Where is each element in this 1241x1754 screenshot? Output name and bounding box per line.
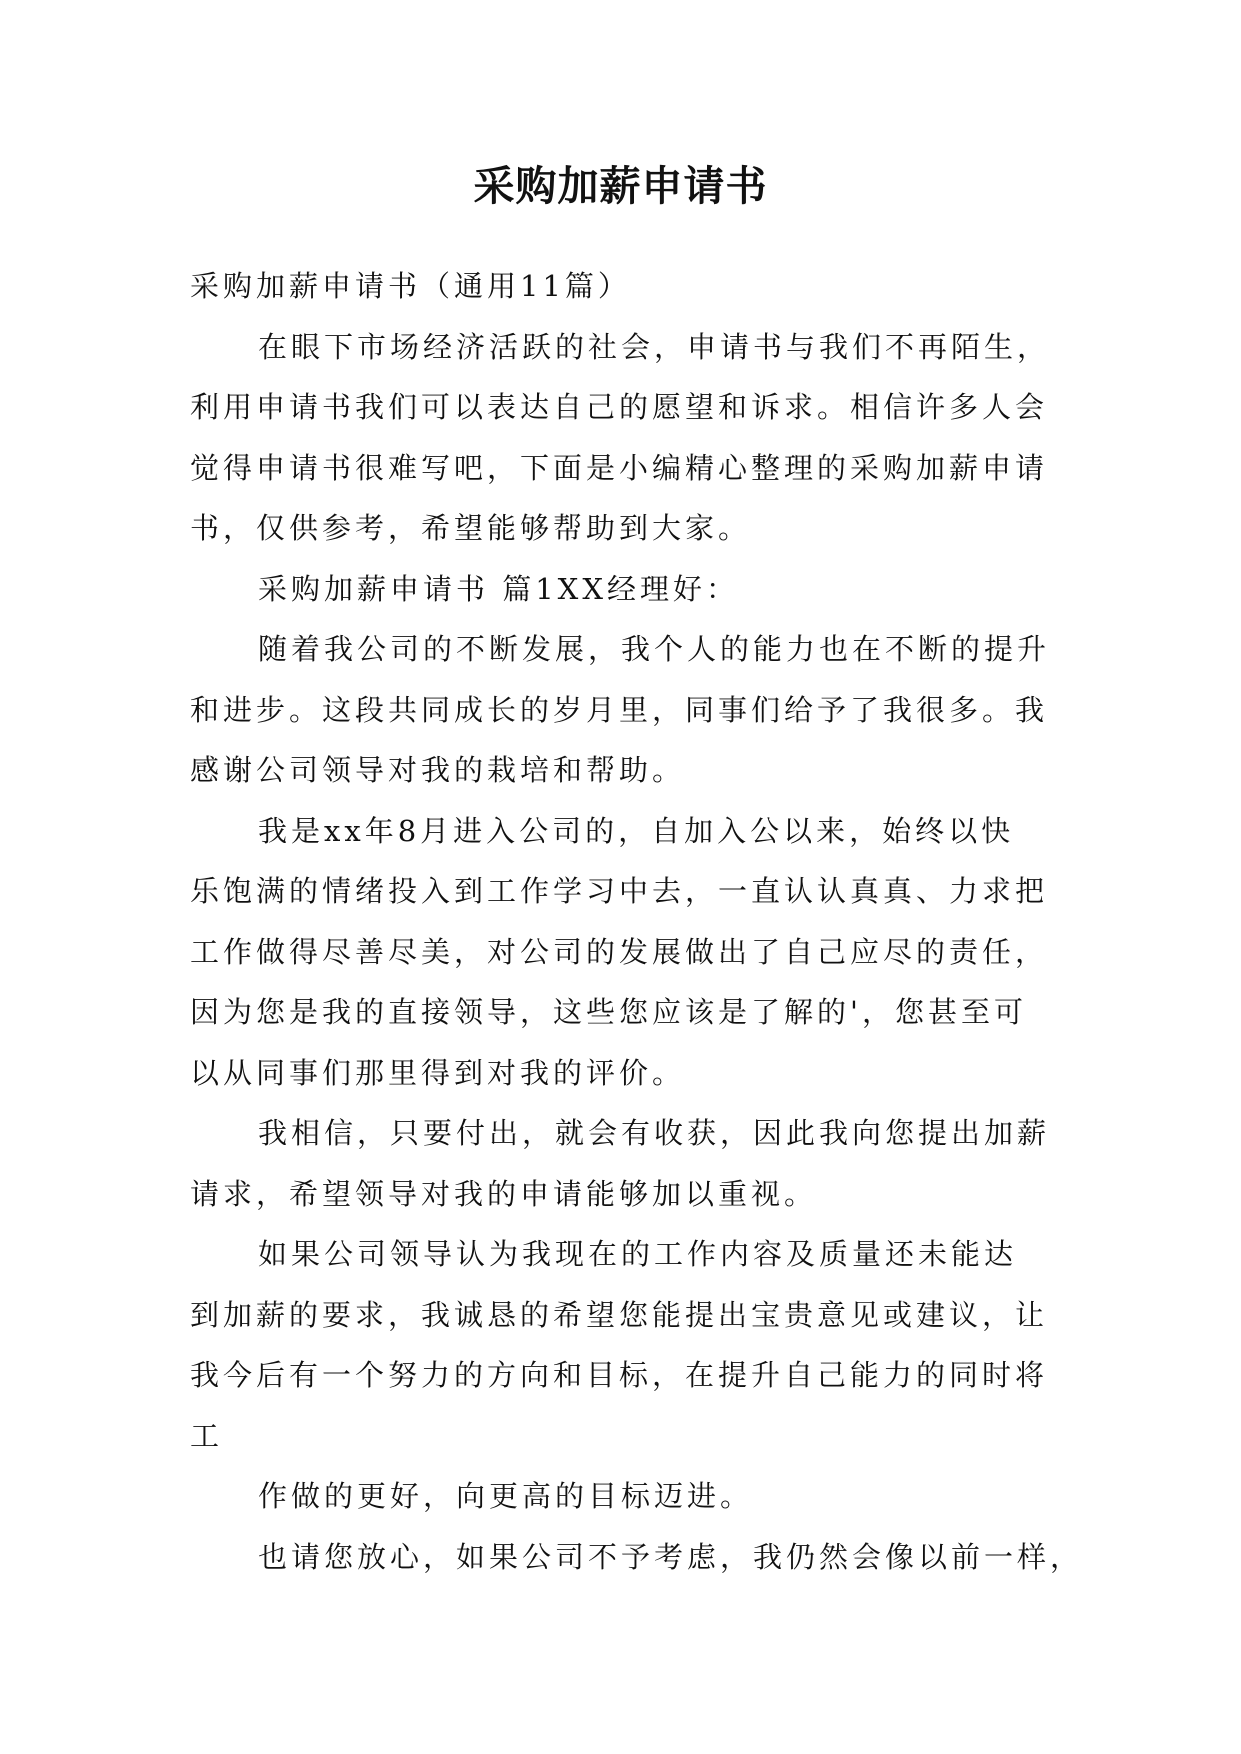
paragraph-line: 以从同事们那里得到对我的评价。 [190,1055,686,1090]
paragraph-line: 作做的更好，向更高的目标迈进。 [258,1479,754,1513]
paragraph-line: 我是xx年8月进入公司的，自加入公以来，始终以快 [258,813,1015,848]
paragraph-line: 我今后有一个努力的方向和目标，在提升自己能力的同时将 [190,1358,1049,1392]
paragraph-line: 工 [190,1418,224,1453]
document-body [190,256,1084,1587]
paragraph-line: 和进步。这段共同成长的岁月里，同事们给予了我很多。我 [190,692,1049,727]
paragraph-line: 因为您是我的直接领导，这些您应该是了解的'，您甚至可 [190,995,1027,1029]
subtitle-line: 采购加薪申请书（通用11篇） [190,269,631,303]
paragraph-line: 工作做得尽善尽美，对公司的发展做出了自己应尽的责任， [190,934,1049,969]
paragraph-line: 如果公司领导认为我现在的工作内容及质量还未能达 [258,1237,1018,1271]
paragraph-line: 利用申请书我们可以表达自己的愿望和诉求。相信许多人会 [190,390,1049,424]
paragraph-line: 感谢公司领导对我的栽培和帮助。 [190,753,686,787]
paragraph-line: 乐饱满的情绪投入到工作学习中去，一直认认真真、力求把 [190,874,1049,908]
paragraph-line: 书，仅供参考，希望能够帮助到大家。 [190,511,752,545]
document-title: 采购加薪申请书 [473,162,768,210]
section-heading-line: 采购加薪申请书 篇1XX经理好： [258,571,739,606]
paragraph-line: 到加薪的要求，我诚恳的希望您能提出宝贵意见或建议，让 [190,1297,1049,1332]
paragraph-line: 我相信，只要付出，就会有收获，因此我向您提出加薪 [258,1116,1051,1150]
paragraph-line: 请求，希望领导对我的申请能够加以重视。 [190,1176,818,1211]
paragraph-line: 在眼下市场经济活跃的社会，申请书与我们不再陌生， [258,329,1051,364]
paragraph-line: 也请您放心，如果公司不予考虑，我仍然会像以前一样， [258,1539,1084,1574]
paragraph-line: 觉得申请书很难写吧，下面是小编精心整理的采购加薪申请 [190,450,1049,485]
paragraph-line: 随着我公司的不断发展，我个人的能力也在不断的提升 [258,632,1051,666]
